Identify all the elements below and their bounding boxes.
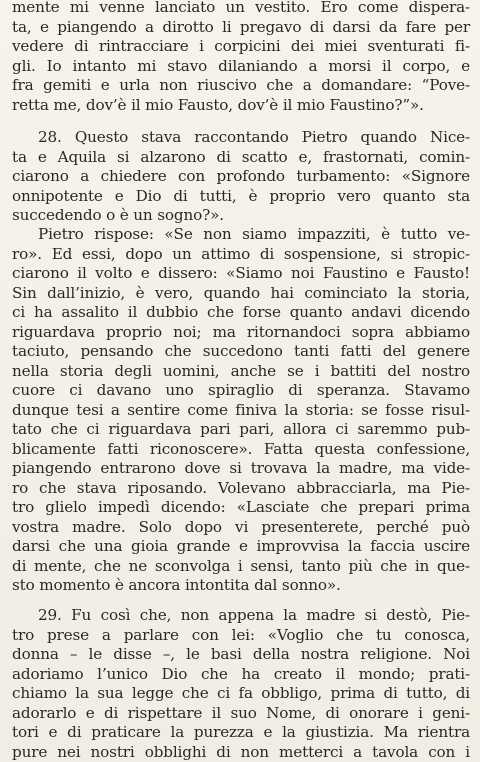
text-line: retta me, dov’è il mio Fausto, dov’è il mio Faustino?”». [12, 95, 424, 114]
text-line: Pietro rispose: «Se non siamo impazziti, è tutto ve- [38, 225, 470, 243]
text-line: fra gemiti e urla non riuscivo che a domandare: “Pove- [12, 76, 470, 94]
text-line: riguardava proprio noi; ma ritornandoci sopra abbiamo [12, 322, 470, 341]
text-line: vedere di rintracciare i corpicini dei miei sventurati fi- [12, 37, 470, 55]
paragraph-28 [12, 128, 470, 226]
text-line: tro glielo impedì dicendo: «Lasciate che prepari prima [12, 498, 470, 516]
text-line: donna – le disse –, le basi della nostra religione. Noi [12, 645, 470, 663]
text-line: darsi che una gioia grande e improvvisa la faccia uscire [12, 537, 470, 555]
text-line: tato che ci riguardava pari pari, allora ci saremmo pub- [12, 420, 470, 438]
text-line: taciuto, pensando che succedono tanti fatti del genere [12, 342, 470, 360]
text-line: di mente, che ne sconvolga i sensi, tanto più che in que- [12, 556, 470, 575]
text-line: tori e di praticare la purezza e la giustizia. Ma rientra [12, 723, 470, 741]
text-line: pure nei nostri obblighi di non metterci a tavola con i [12, 742, 470, 761]
text-line: vostra madre. Solo dopo vi presenterete, perché può [12, 517, 470, 536]
text-line: adoriamo l’unico Dio che ha creato il mondo; prati- [12, 664, 470, 683]
text-line: dunque tesi a sentire come finiva la storia: se fosse risul- [12, 400, 470, 419]
paragraph-29 [12, 606, 470, 762]
text-line: onnipotente e Dio di tutti, è proprio vero quanto sta [12, 186, 470, 205]
text-line: 29. Fu così che, non appena la madre si destò, Pie- [38, 606, 470, 624]
paragraph-1 [12, 0, 470, 115]
text-line: succedendo o è un sogno?». [12, 206, 224, 224]
text-line: ciarono a chiedere con profondo turbamento: «Signore [12, 167, 470, 185]
paragraph-pietro-rispose [12, 225, 470, 596]
text-line: cuore ci davano uno spiraglio di speranza. Stavamo [12, 381, 470, 399]
text-line: ta, e piangendo a dirotto li pregavo di darsi da fare per [12, 17, 470, 36]
text-line: ta e Aquila si alzarono di scatto e, frastornati, comin- [12, 147, 470, 166]
text-line: mente mi venne lanciato un vestito. Ero come dispera- [12, 0, 470, 16]
text-line: ciarono il volto e dissero: «Siamo noi Faustino e Fausto! [12, 264, 470, 282]
text-line: gli. Io intanto mi stavo dilaniando a morsi il corpo, e [12, 56, 470, 75]
text-line: adorarlo e di rispettare il suo Nome, di onorare i geni- [12, 703, 470, 722]
text-line: 28. Questo stava raccontando Pietro quando Nice- [38, 128, 470, 146]
text-line: blicamente fatti riconoscere». Fatta questa confessione, [12, 439, 470, 458]
text-line: ro che stava riposando. Volevano abbracciarla, ma Pie- [12, 478, 470, 497]
text-line: tro prese a parlare con lei: «Voglio che tu conosca, [12, 625, 470, 644]
text-line: Sin dall’inizio, è vero, quando hai cominciato la storia, [12, 283, 470, 302]
text-line: ro». Ed essi, dopo un attimo di sospensione, si stropic- [12, 244, 470, 263]
text-line: ci ha assalito il dubbio che forse quanto andavi dicendo [12, 303, 470, 321]
text-line: piangendo entrarono dove si trovava la madre, ma vide- [12, 459, 470, 477]
text-line: sto momento è ancora intontita dal sonno». [12, 576, 341, 594]
text-line: chiamo la sua legge che ci fa obbligo, prima di tutto, di [12, 684, 470, 702]
text-line: nella storia degli uomini, anche se i battiti del nostro [12, 361, 470, 380]
